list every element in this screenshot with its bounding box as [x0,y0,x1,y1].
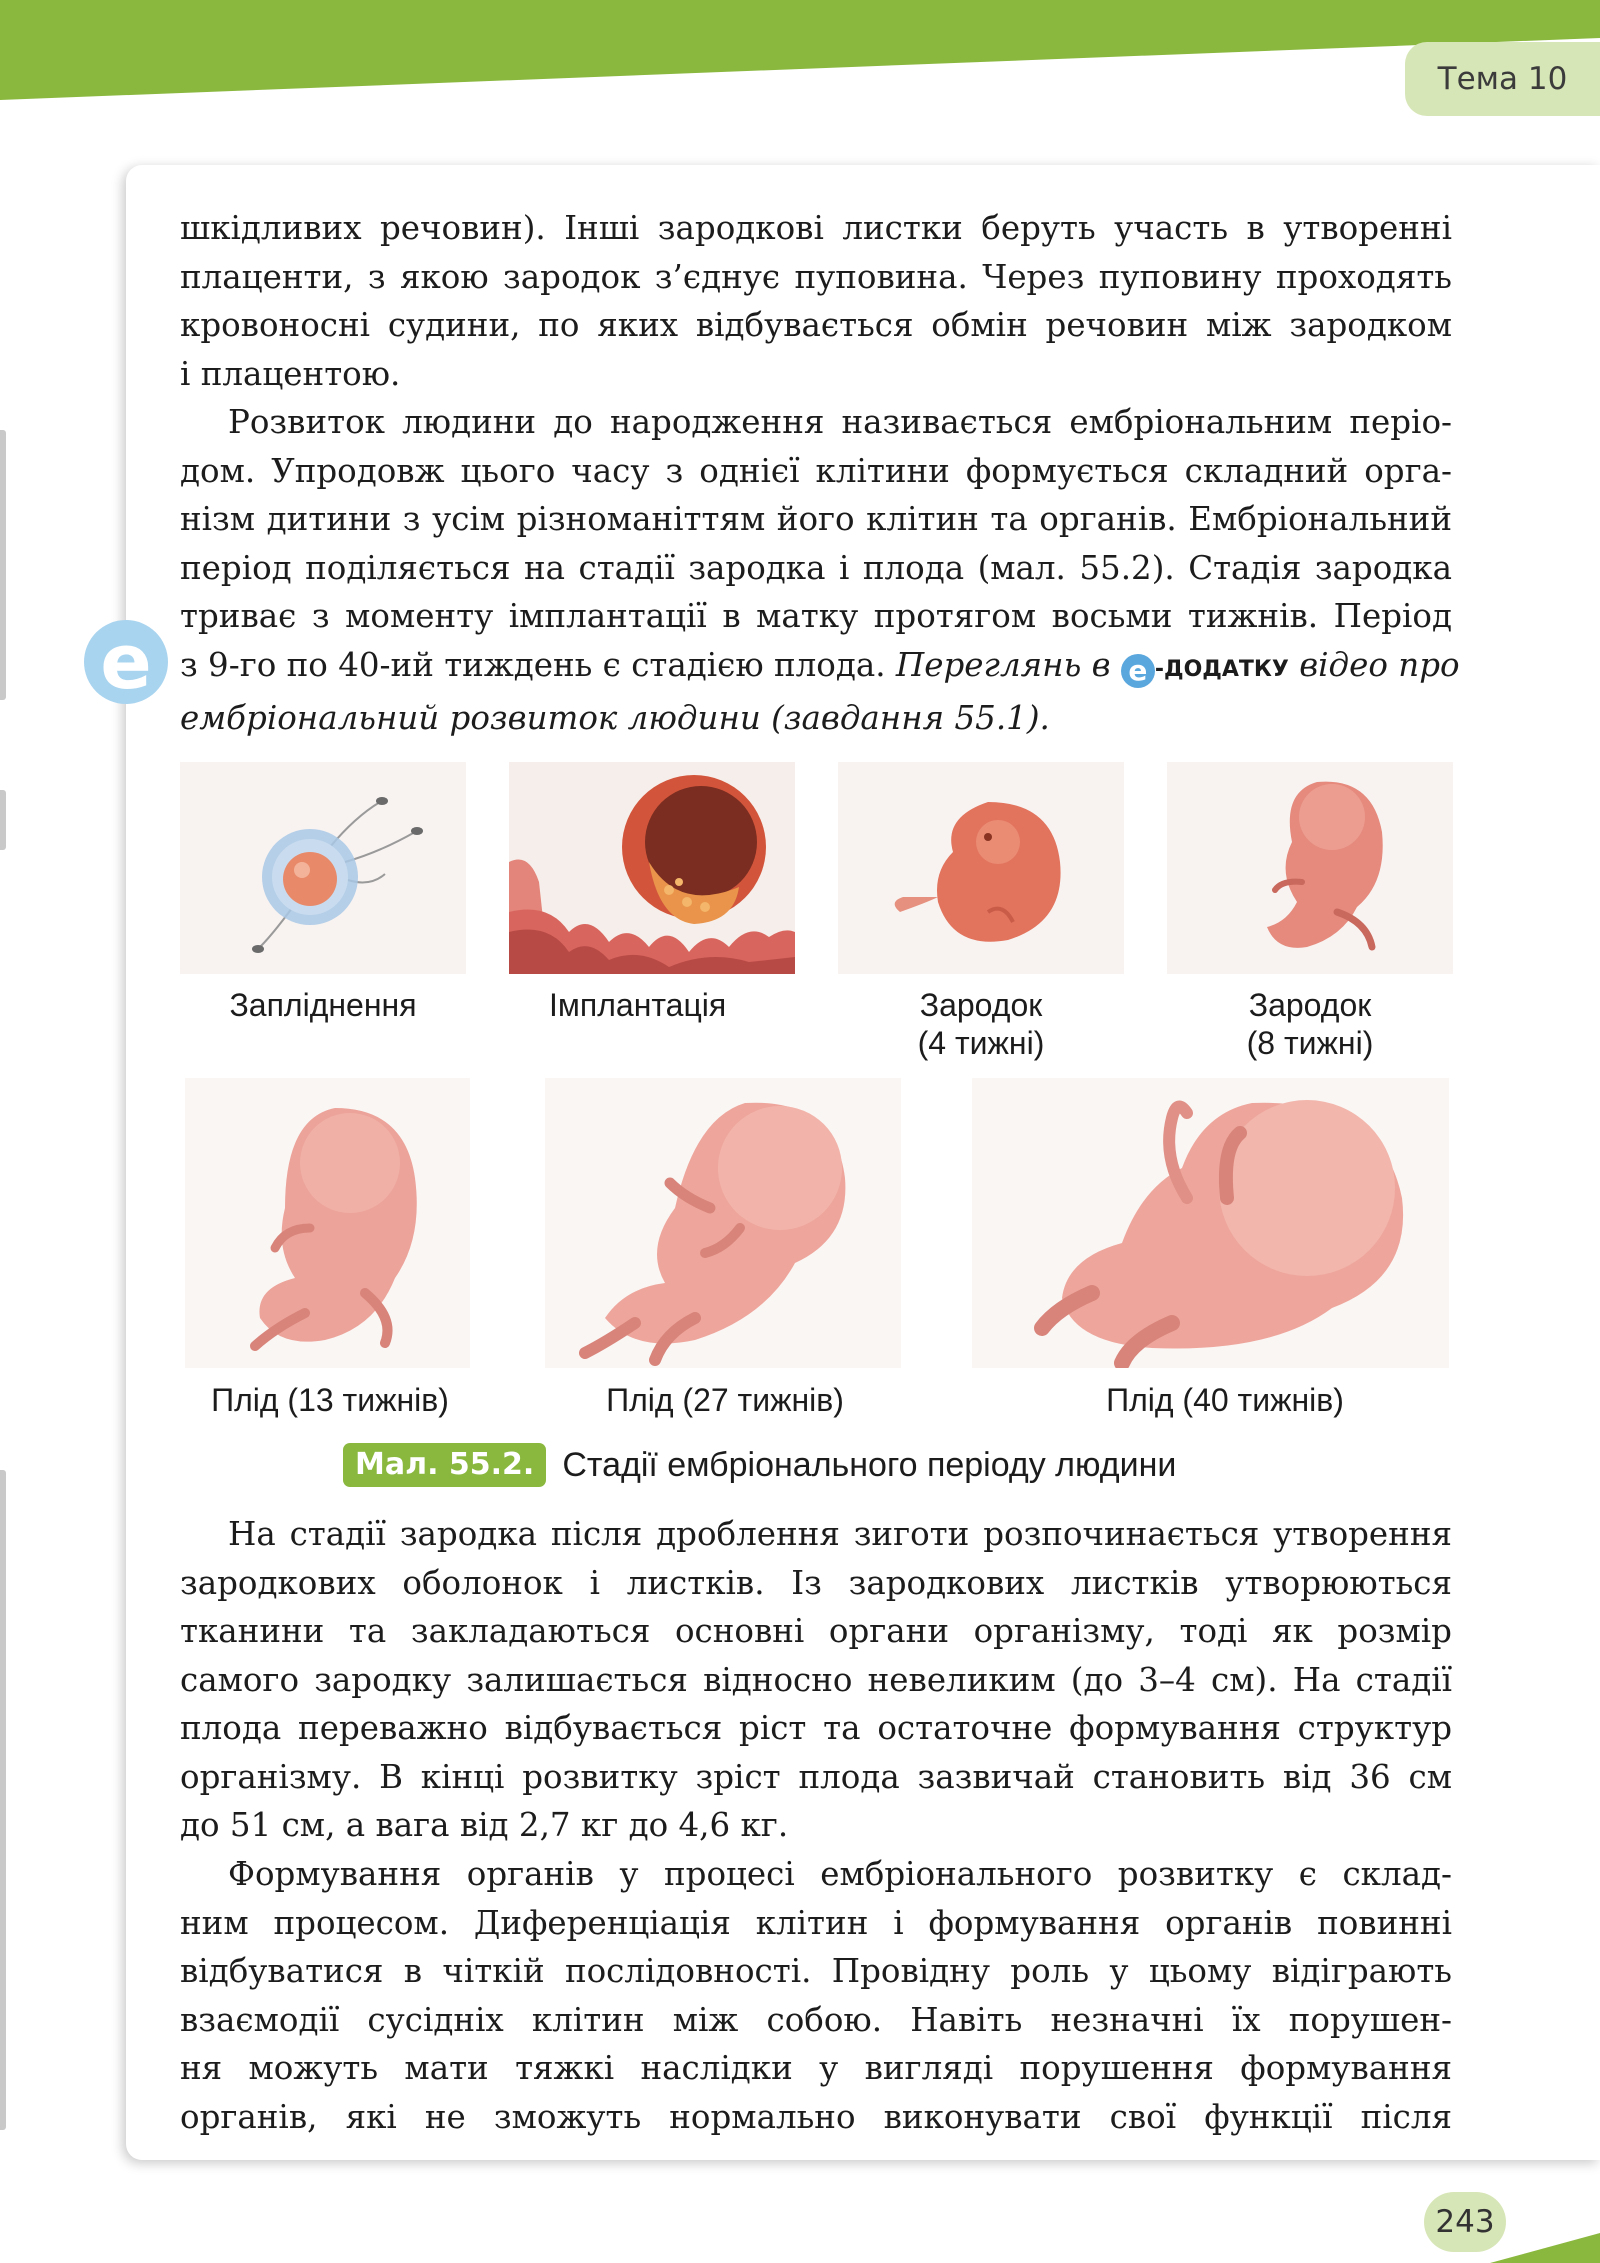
footer-green-wedge [1490,2228,1600,2263]
edge-tab-mark [0,430,6,700]
caption-fertilization: Запліднення [229,987,417,1023]
edge-tab-mark [0,1470,6,2130]
text-line: ним процесом. Диференціація клітин і формування органів повинні [180,1903,1452,1942]
figure-caption [343,1442,1176,1488]
figure-label: Мал. 55.2. [343,1443,546,1487]
text-line: ембріональний розвиток людини (завдання 55.1). [180,699,1050,737]
caption-fetus-13-weeks: Плід (13 тижнів) [211,1382,449,1418]
embryo-8-weeks-image [1167,762,1453,974]
caption-fetus-27-weeks: Плід (27 тижнів) [606,1382,844,1418]
e-resource-icon[interactable]: e [84,620,168,704]
topic-tab [1405,42,1600,116]
fetus-13-weeks-image [185,1078,470,1368]
text-line: і плацентою. [180,354,401,393]
text-line: дом. Упродовж цього часу з однієї клітини формується складний орга- [180,451,1452,490]
topic-label: Тема 10 [1437,61,1568,97]
fetus-27-weeks-image [545,1078,901,1368]
text-line: відбуватися в чіткій послідовності. Провідну роль у цьому відіграють [180,1952,1452,1990]
caption-embryo-4-weeks: Зародок (4 тижні) [917,987,1045,1061]
text-line: Формування органів у процесі ембріонального розвитку є склад- [228,1855,1452,1893]
header-green-band [0,0,1600,110]
caption-embryo-8-weeks: Зародок (8 тижні) [1246,987,1374,1061]
page-number: 243 [1424,2192,1506,2252]
text-line: шкідливих речовин). Інші зародкові листки беруть участь в утворенні [180,209,1452,247]
embryo-4-weeks-image [838,762,1124,974]
text-line: плода переважно відбувається ріст та остаточне формування структур [180,1709,1452,1747]
text-line: органів, які не зможуть нормально виконувати свої функції після [180,2097,1452,2136]
implantation-image [509,762,795,974]
paragraph-2 [180,398,1460,743]
text-line: нізм дитини з усім різноманіттям його клітин та органів. Ембріональний [180,500,1452,538]
text-line: зародкових оболонок і листків. Із зародкових листків утворюються [180,1563,1452,1602]
text-line: тканини та закладаються основні органи організму, тоді як розмір [180,1612,1452,1650]
paragraph-3 [180,1510,1452,1850]
fetus-40-weeks-image [972,1078,1449,1368]
text-line: взаємодії сусідніх клітин між собою. Навіть незначні їх порушен- [180,2000,1452,2039]
text-line: до 51 см, а вага від 2,7 кг до 4,6 кг. [180,1806,789,1844]
text-line: ня можуть мати тяжкі наслідки у вигляді порушення формування [180,2049,1452,2087]
text-line: плаценти, з якою зародок з’єднує пуповина. Через пуповину проходять [180,257,1452,296]
e-addon-link[interactable]: -ДОДАТКУ [1154,656,1289,682]
caption-implantation: Імплантація [549,987,727,1023]
text-line: організму. В кінці розвитку зріст плода зазвичай становить від 36 см [180,1757,1452,1796]
text-line: період поділяється на стадії зародка і плода (мал. 55.2). Стадія зародка [180,548,1452,587]
paragraph-4 [180,1850,1452,2141]
text-line: триває з моменту імплантації в матку протягом восьми тижнів. Період [180,597,1452,635]
text-line: На стадії зародка після дроблення зиготи розпочинається утворення [228,1515,1452,1553]
paragraph-1 [180,204,1452,398]
fertilization-image [180,762,466,974]
text-line-with-link: з 9-го по 40-ий тиждень є стадією плода. Переглянь в e -ДОДАТКУ відео про [180,645,1460,687]
text-line: Розвиток людини до народження називається ембріональним періо- [228,403,1452,441]
caption-fetus-40-weeks: Плід (40 тижнів) [1106,1382,1344,1418]
text-line: кровоносні судини, по яких відбувається обмін речовин між зародком [180,306,1452,344]
edge-tab-mark [0,790,6,850]
text-line: самого зародку залишається відносно невеликим (до 3–4 см). На стадії [180,1660,1452,1699]
figure-title: Стадії ембріонального періоду людини [562,1445,1177,1484]
e-addon-icon[interactable]: e [1121,654,1155,688]
